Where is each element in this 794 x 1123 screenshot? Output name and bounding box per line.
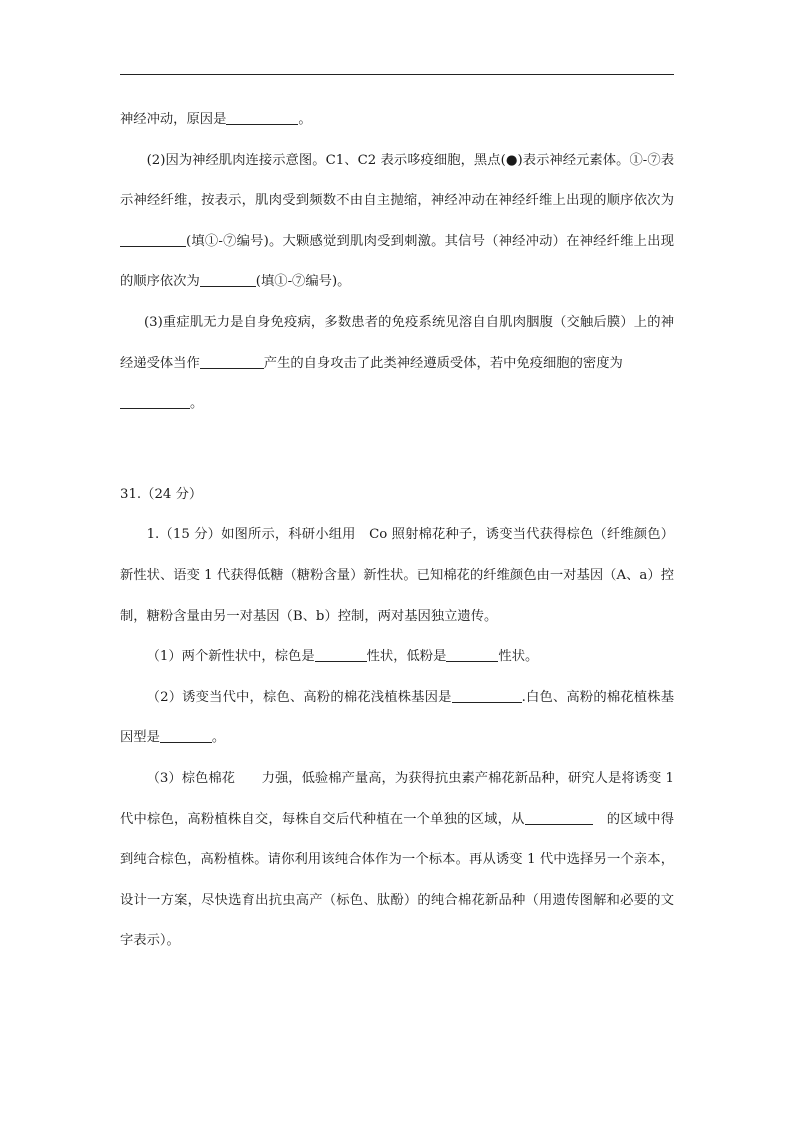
text: (3)重症肌无力是自身免疫病，多数患者的免疫系统见溶自自肌肉胭腹（交触后膜）上的神经递受体当作 [120,314,674,371]
question-31-intro: 1.（15 分）如图所示，科研小组用 Co 照射棉花种子，诱变当代获得棕色（纤维颜色）新性状、语变 1 代获得低糖（糖粉含量）新性状。已知棉花的纤维颜色由一对基因（A、a）控制，糖粉含量由另一对基因（B、b）控制，两对基因独立遗传。 [120,527,674,624]
text: （1）两个新性状中，棕色是 [146,649,315,665]
question-31-heading: 31.（24 分） [120,486,203,502]
document-body [120,100,674,962]
text: 。 [211,730,226,746]
question-2-paragraph [120,141,674,303]
answer-blank[interactable] [200,354,264,368]
text: （2）诱变当代中，棕色、高粉的棉花浅植株基因是 [146,689,452,705]
text: 。 [298,112,312,127]
text: 的区域中得到纯合棕色，高粉植株。请你利用该纯合体作为一个标本。再从诱变 1 代中选择另一个亲本，设计一方案，尽快选育出抗虫高产（标色、肽酚）的纯合棉花新品种（用遗传图解和必要的文字表示）。 [120,811,675,949]
spacer [120,425,674,465]
question-3-paragraph [120,303,674,425]
answer-blank[interactable] [452,688,522,702]
answer-blank[interactable] [160,729,212,743]
text: 神经冲动，原因是 [120,112,227,127]
answer-blank[interactable] [525,810,593,824]
text: .白色、高粉的棉花植株基因型是 [120,689,674,746]
text: 性状，低粉是 [366,649,447,665]
answer-blank[interactable] [120,232,186,246]
answer-blank[interactable] [315,648,367,662]
text: 产生的自身攻击了此类神经遵质受体，若中免疫细胞的密度为 [263,355,623,371]
sub-question-2 [120,678,674,759]
sub-question-1 [120,637,674,678]
text: 。 [190,396,204,412]
text: （3）棕色棉花 力强，低验棉产量高，为获得抗虫素产棉花新品种，研究人是将诱变 1 代中棕色，高粉植株自交，每株自交后代种植在一个单独的区域，从 [120,770,674,827]
answer-blank[interactable] [200,273,256,287]
answer-blank[interactable] [120,395,190,409]
answer-blank[interactable] [226,111,298,125]
sub-question-3 [120,759,674,962]
answer-blank[interactable] [446,648,498,662]
text: (2)因为神经肌肉连接示意图。C1、C2 表示哆疫细胞，黑点(●)表示神经元素体。①-⑦表示神经纤维，按表示，肌肉受到频数不由自主抛缩，神经冲动在神经纤维上出现的顺序依次为 [120,152,674,209]
text: (填①-⑦编号)。 [255,274,351,290]
header-rule [120,74,674,75]
text: (填①-⑦编号)。大颗感觉到肌肉受到刺激。其信号（神经冲动）在神经纤维上出现的顺序依次为 [120,233,674,290]
text: 性状。 [498,649,539,665]
paragraph-continuation [120,100,674,141]
